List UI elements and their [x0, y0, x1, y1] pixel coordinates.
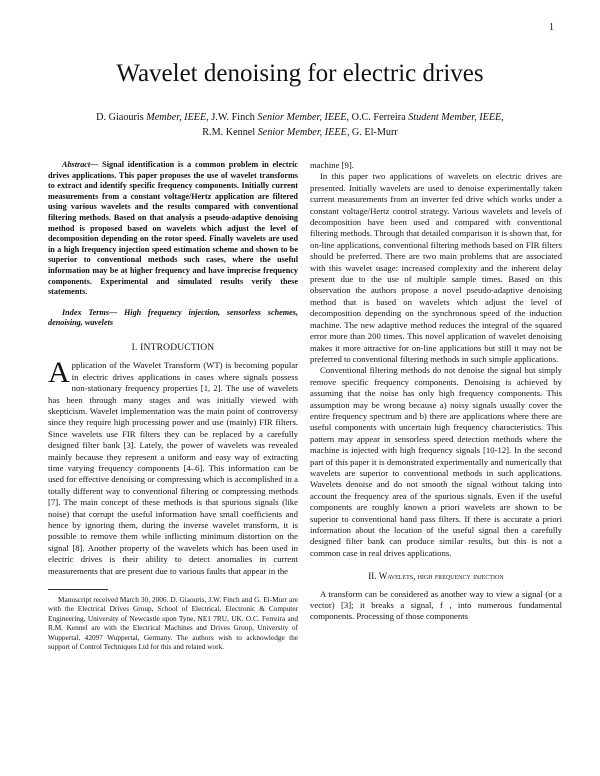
index-terms-text: High frequency injection, sensorless schemes, denoising, wavelets	[48, 307, 298, 328]
author-list	[40, 110, 560, 140]
section-number: II.	[368, 571, 379, 582]
author-name: D. Giaouris	[96, 112, 147, 123]
page-number: 1	[549, 22, 554, 33]
paper-title: Wavelet denoising for electric drives	[116, 60, 484, 87]
author-name: , J.W. Finch	[206, 112, 258, 123]
drop-cap: A	[48, 356, 70, 390]
author-name: ,	[501, 112, 504, 123]
authors-line-2	[40, 125, 560, 140]
author-name: , G. El-Murr	[346, 127, 398, 138]
author-name: R.M. Kennel	[202, 127, 258, 138]
section-heading-introduction: I. INTRODUCTION	[131, 342, 215, 353]
abstract-text: Signal identification is a common problem in electric drives applications. This paper proposes the use of wavelet transforms to extract and identify specific frequency components. Initially current measurements from a constant voltage/Hertz application are filtered using various wavelets and the results compared with conventional filtering methods. Based on that analysis a pseudo-adaptive denoising method is proposed based on wavelets which adjust the level of decomposition depending on the rotor speed. Finally wavelets are used in a high frequency injection speed estimation scheme and shown to be superior to conventional methods such cases, where the useful information may be at higher frequency and have imprecise frequency components. Experimental and simulated results verify these statements.	[48, 160, 298, 297]
paragraph-applications: In this paper two applications of wavelets on electric drives are presented. Initially wavelets are used to denoise experimentally taken current measurements from an inverter fed drive which works under a constant voltage/Hertz control strategy. Various wavelets and levels of decomposition have been used and compared with conventional filtering methods. Through that detailed comparison it is shown that, for on-line applications, conventional filtering methods based on FIR filters should be preferred. There are two main problems that are associated with this wavelet usage: increased complexity and the inherent delay present due to the use of multiple sample times. Based on this observation the authors propose a novel pseudo-adaptive denoising method that is based on wavelets which adjust the level of decomposition depending on the synchronous speed of the induction machine. The new adaptive method reduces the integral of the squared error more than 200 times. This novel application of wavelet denoising makes it more attractive for on-line applications but still it may not be preferred to conventional filtering methods in such simple applications.	[310, 171, 562, 364]
intro-paragraph	[48, 356, 298, 577]
section-title: Wavelets, high frequency injection	[378, 571, 504, 582]
author-membership: Member, IEEE	[146, 112, 207, 123]
index-terms	[48, 308, 298, 329]
section-heading-wavelets	[310, 571, 562, 582]
right-column	[310, 160, 562, 623]
index-terms-label: Index Terms—	[62, 307, 118, 317]
left-column	[48, 160, 298, 651]
footnote: Manuscript received March 30, 2006. D. Giaouris, J.W. Finch and G. El-Murr are with the Electrical Drives Group, School of Electrical, Electronic & Computer Engineering, University of Newcastle upon Tyne, NE1 7RU, UK. O.C. Ferreira and R.M. Kennel are with the Electrical Machines and Drives Group, University of Wuppertal, 42097 Wuppertal, Germany. The authors wish to acknowledge the support of Control Techniques Ltd for this and related work.	[48, 595, 298, 652]
author-membership: Senior Member, IEEE	[257, 112, 347, 123]
author-membership: Student Member, IEEE	[408, 112, 502, 123]
paragraph-transform: A transform can be considered as another way to view a signal (or a vector) [3]; it breaks a signal, f , into numerous fundamental components. Processing of those components	[310, 588, 562, 622]
paragraph-continuation: machine [9].	[310, 160, 354, 170]
author-name: , O.C. Ferreira	[346, 112, 409, 123]
author-membership: Senior Member, IEEE	[257, 127, 347, 138]
footnote-rule	[48, 589, 108, 590]
paragraph-conventional-filtering: Conventional filtering methods do not denoise the signal but simply remove specific frequency components. Denoising is achieved by assuming that the noise has only high frequency components. This assumption may be wrong because a) noisy signals usually cover the entire frequency spectrum and b) there are applications where there are useful components with uncertain high frequency characteristics. This pattern may appear in sensorless speed detection methods where the machine is injected with high frequency signals [10-12]. In the second part of this paper it is demonstrated experimentally and numerically that wavelets are superior to conventional methods in such applications. Wavelets denoise and do not smooth the signal without taking into account the frequency area of the spurious signals. Even if the useful components are roughly known a priori wavelets are shown to be superior to conventional band pass filters. If there is accurate a priori information about the location of the useful signal then a carefully designed filter bank can produce similar results, but this is not a common case in real drives applications.	[310, 365, 562, 558]
authors-line-1	[40, 110, 560, 125]
intro-paragraph-text: pplication of the Wavelet Transform (WT) is becoming popular in electric drives applications in cases where signals possess non-stationary frequency properties [1, 2]. The use of wavelets has been through many stages and was initially viewed with skepticism. Wavelet implementation was the main point of controversy since they require high processing power and use (mainly) FIR filters. Since wavelets use FIR filters they can be replaced by a carefully designed filter bank [3]. Lately, the power of wavelets was revealed mainly because they represent a uniform and easy way of extracting time varying frequency components [4–6]. This information can be used for effective denoising or compressing which is accomplished in a totally different way to conventional filtering or compressing methods [7]. The main concept of these methods is that spurious signals (like noise) that corrupt the useful information have small coefficients and hence by ignoring them, during the inverse wavelet transform, it is possible to remove them while inflicting minimum distortion on the signal [8]. Another property of the wavelets which has been used in electric drives is their ability to detect anomalies in current measurements that are present due to various faults that appear in the	[48, 360, 298, 576]
abstract-label: Abstract—	[62, 160, 99, 169]
abstract	[48, 160, 298, 298]
